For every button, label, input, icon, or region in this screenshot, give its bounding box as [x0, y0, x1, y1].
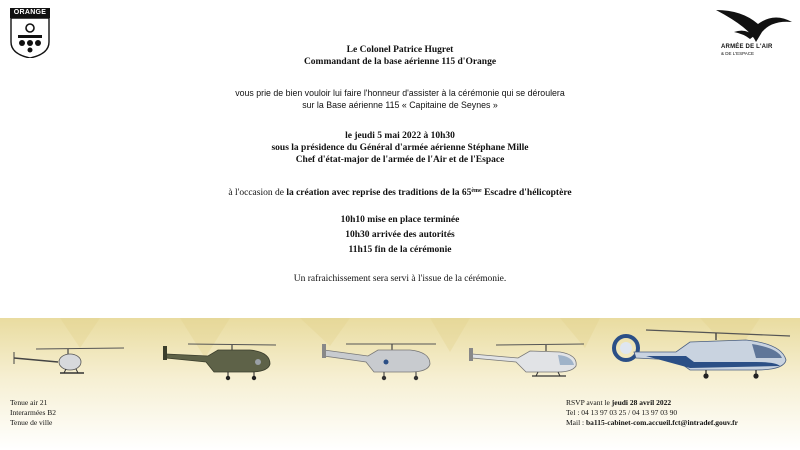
rsvp-mail [566, 418, 738, 428]
air-force-logo-subtitle: & DE L'ESPACE [721, 51, 755, 56]
dress-code-item: Tenue air 21 [10, 398, 48, 407]
occasion-main [286, 188, 571, 198]
occasion-superscript: ème [471, 188, 482, 194]
occasion-line [100, 185, 700, 199]
bird-wing-icon [712, 6, 796, 46]
rsvp-phone: Tel : 04 13 97 03 25 / 04 13 97 03 90 [566, 408, 678, 417]
air-force-logo [712, 6, 796, 60]
base-badge-logo [10, 8, 50, 58]
shield-icon [10, 18, 50, 58]
mail-address[interactable]: ba115-cabinet-com.accueil.fct@intradef.gouv.fr [586, 418, 738, 427]
schedule-item: 10h30 arrivée des autorités [345, 230, 455, 240]
rsvp-date: jeudi 28 avril 2022 [611, 398, 672, 407]
occasion-prefix: à l'occasion de [228, 188, 284, 198]
helicopter-olive [158, 340, 278, 382]
mail-prefix: Mail : [566, 418, 585, 427]
dress-code-item: Tenue de ville [10, 418, 53, 427]
schedule-item: 11h15 fin de la cérémonie [348, 245, 452, 255]
helicopter-silver [318, 340, 438, 382]
dress-code-item: Interarmées B2 [10, 408, 57, 417]
base-badge-text: ORANGE [10, 8, 50, 18]
rsvp-block [566, 398, 738, 428]
schedule-item: 10h10 mise en place terminée [340, 215, 460, 225]
occasion-bold: la création avec reprise des traditions de la 65 [286, 188, 472, 198]
occasion-suffix: Escadre d'hélicoptère [484, 188, 572, 198]
rsvp-prefix: RSVP avant le [566, 398, 610, 407]
request-line-1: vous prie de bien vouloir lui faire l'honneur d'assister à la cérémonie qui se déroulera [235, 88, 565, 98]
refreshment-note: Un rafraichissement sera servi à l'issue de la cérémonie. [293, 274, 507, 284]
chief-of-staff-line: Chef d'état-major de l'armée de l'Air et de l'Espace [295, 155, 505, 165]
host-title: Commandant de la base aérienne 115 d'Orange [303, 57, 497, 67]
helicopter-grey [466, 340, 586, 382]
ceremony-date: le jeudi 5 mai 2022 à 10h30 [345, 131, 455, 141]
rsvp-deadline [566, 398, 738, 408]
request-line-2: sur la Base aérienne 115 « Capitaine de Seynes » [302, 100, 498, 110]
dress-code-list [10, 398, 56, 428]
helicopter-alouette [8, 346, 128, 378]
presidency-line: sous la présidence du Général d'armée aérienne Stéphane Mille [271, 143, 529, 153]
host-name: Le Colonel Patrice Hugret [346, 45, 454, 55]
air-force-logo-title: ARMÉE DE L'AIR [721, 44, 773, 50]
helicopter-h160 [606, 322, 792, 382]
